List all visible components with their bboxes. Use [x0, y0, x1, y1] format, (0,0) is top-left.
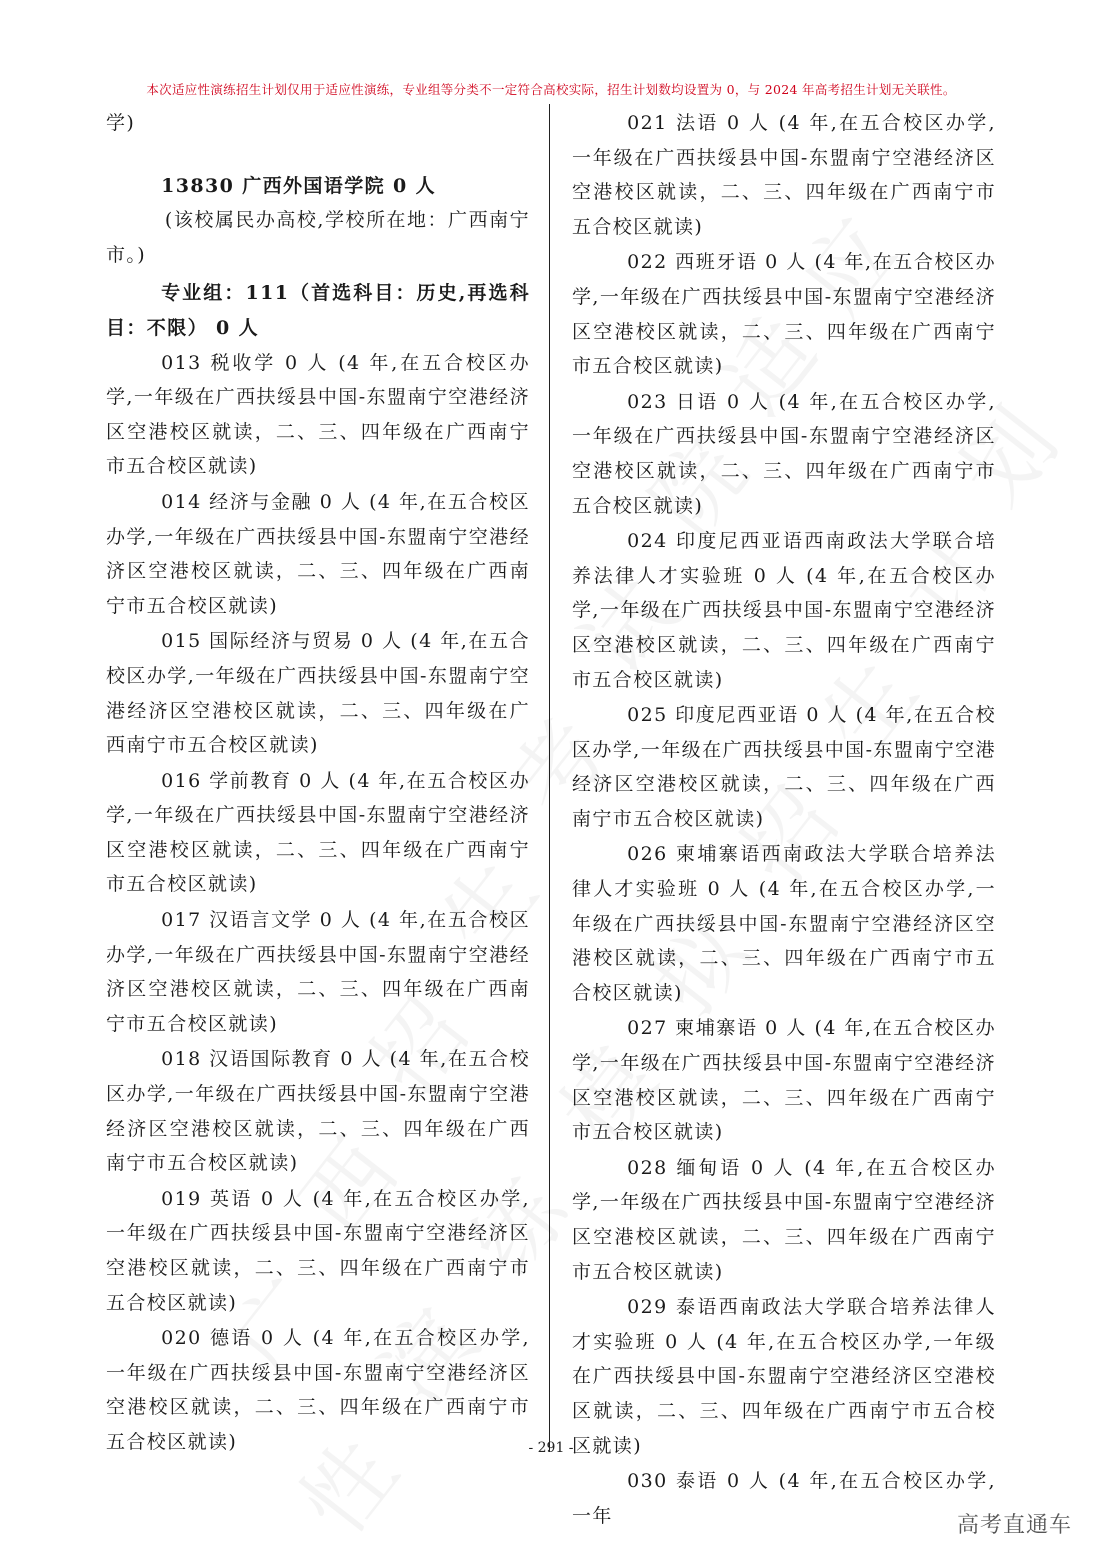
brand-logo-text: 高考直通车	[956, 1513, 1072, 1538]
major-entry: 018 汉语国际教育 0 人 (4 年,在五合校区办学,一年级在广西扶绥县中国-东盟南宁空港经济区空港校区就读，二、三、四年级在广西南宁市五合校区就读)	[106, 1048, 530, 1175]
major-entry: 028 缅甸语 0 人 (4 年,在五合校区办学,一年级在广西扶绥县中国-东盟南宁空港经济区空港校区就读，二、三、四年级在广西南宁市五合校区就读)	[572, 1156, 996, 1283]
major-entry: 026 柬埔寨语西南政法大学联合培养法律人才实验班 0 人 (4 年,在五合校区办学,一年级在广西扶绥县中国-东盟南宁空港经济区空港校区就读，二、三、四年级在广西南宁市五合校区就读)	[572, 843, 996, 1004]
disclaimer-notice: 本次适应性演练招生计划仅用于适应性演练，专业组等分类不一定符合高校实际，招生计划数均设置为 0，与 2024 年高考招生计划无关联性。	[146, 82, 956, 97]
carryover-text: 学)	[106, 112, 136, 134]
major-entry: 016 学前教育 0 人 (4 年,在五合校区办学,一年级在广西扶绥县中国-东盟南宁空港经济区空港校区就读，二、三、四年级在广西南宁市五合校区就读)	[106, 769, 530, 896]
major-entry: 020 德语 0 人 (4 年,在五合校区办学,一年级在广西扶绥县中国-东盟南宁空港经济区空港校区就读，二、三、四年级在广西南宁市五合校区就读)	[106, 1327, 530, 1453]
left-column	[106, 106, 530, 1461]
page-number: - 291 -	[528, 1440, 574, 1456]
major-entry: 025 印度尼西亚语 0 人 (4 年,在五合校区办学,一年级在广西扶绥县中国-东盟南宁空港经济区空港校区就读，二、三、四年级在广西南宁市五合校区就读)	[572, 704, 996, 830]
major-entry: 019 英语 0 人 (4 年,在五合校区办学,一年级在广西扶绥县中国-东盟南宁空港经济区空港校区就读，二、三、四年级在广西南宁市五合校区就读)	[106, 1187, 530, 1314]
major-entry: 027 柬埔寨语 0 人 (4 年,在五合校区办学,一年级在广西扶绥县中国-东盟南宁空港经济区空港校区就读，二、三、四年级在广西南宁市五合校区就读)	[572, 1017, 996, 1144]
major-group-heading: 专业组：111（首选科目：历史,再选科目：不限） 0 人	[106, 282, 530, 339]
major-entry: 014 经济与金融 0 人 (4 年,在五合校区办学,一年级在广西扶绥县中国-东盟南宁空港经济区空港校区就读，二、三、四年级在广西南宁市五合校区就读)	[106, 490, 530, 617]
major-entry: 029 泰语西南政法大学联合培养法律人才实验班 0 人 (4 年,在五合校区办学,一年级在广西扶绥县中国-东盟南宁空港经济区空港校区就读，二、三、四年级在广西南宁市五合校区就读)	[572, 1296, 996, 1457]
major-entry: 013 税收学 0 人 (4 年,在五合校区办学,一年级在广西扶绥县中国-东盟南宁空港经济区空港校区就读，二、三、四年级在广西南宁市五合校区就读)	[106, 351, 530, 478]
school-heading: 13830 广西外国语学院 0 人	[161, 174, 437, 197]
major-entry: 022 西班牙语 0 人 (4 年,在五合校区办学,一年级在广西扶绥县中国-东盟南宁空港经济区空港校区就读，二、三、四年级在广西南宁市五合校区就读)	[572, 251, 996, 378]
major-entry: 023 日语 0 人 (4 年,在五合校区办学,一年级在广西扶绥县中国-东盟南宁空港经济区空港校区就读，二、三、四年级在广西南宁市五合校区就读)	[572, 390, 996, 517]
major-entry: 017 汉语言文学 0 人 (4 年,在五合校区办学,一年级在广西扶绥县中国-东盟南宁空港经济区空港校区就读，二、三、四年级在广西南宁市五合校区就读)	[106, 909, 530, 1035]
column-divider	[549, 104, 550, 1452]
major-entry: 015 国际经济与贸易 0 人 (4 年,在五合校区办学,一年级在广西扶绥县中国-东盟南宁空港经济区空港校区就读，二、三、四年级在广西南宁市五合校区就读)	[106, 630, 530, 757]
school-note: (该校属民办高校,学校所在地：广西南宁市。)	[106, 209, 530, 266]
major-entry: 030 泰语 0 人 (4 年,在五合校区办学,一年	[572, 1470, 996, 1527]
major-entry: 024 印度尼西亚语西南政法大学联合培养法律人才实验班 0 人 (4 年,在五合校区办学,一年级在广西扶绥县中国-东盟南宁空港经济区空港校区就读，二、三、四年级在广西南宁市五合校区就读)	[572, 530, 996, 691]
right-column	[572, 106, 996, 1534]
major-entry: 021 法语 0 人 (4 年,在五合校区办学,一年级在广西扶绥县中国-东盟南宁空港经济区空港校区就读，二、三、四年级在广西南宁市五合校区就读)	[572, 112, 996, 238]
